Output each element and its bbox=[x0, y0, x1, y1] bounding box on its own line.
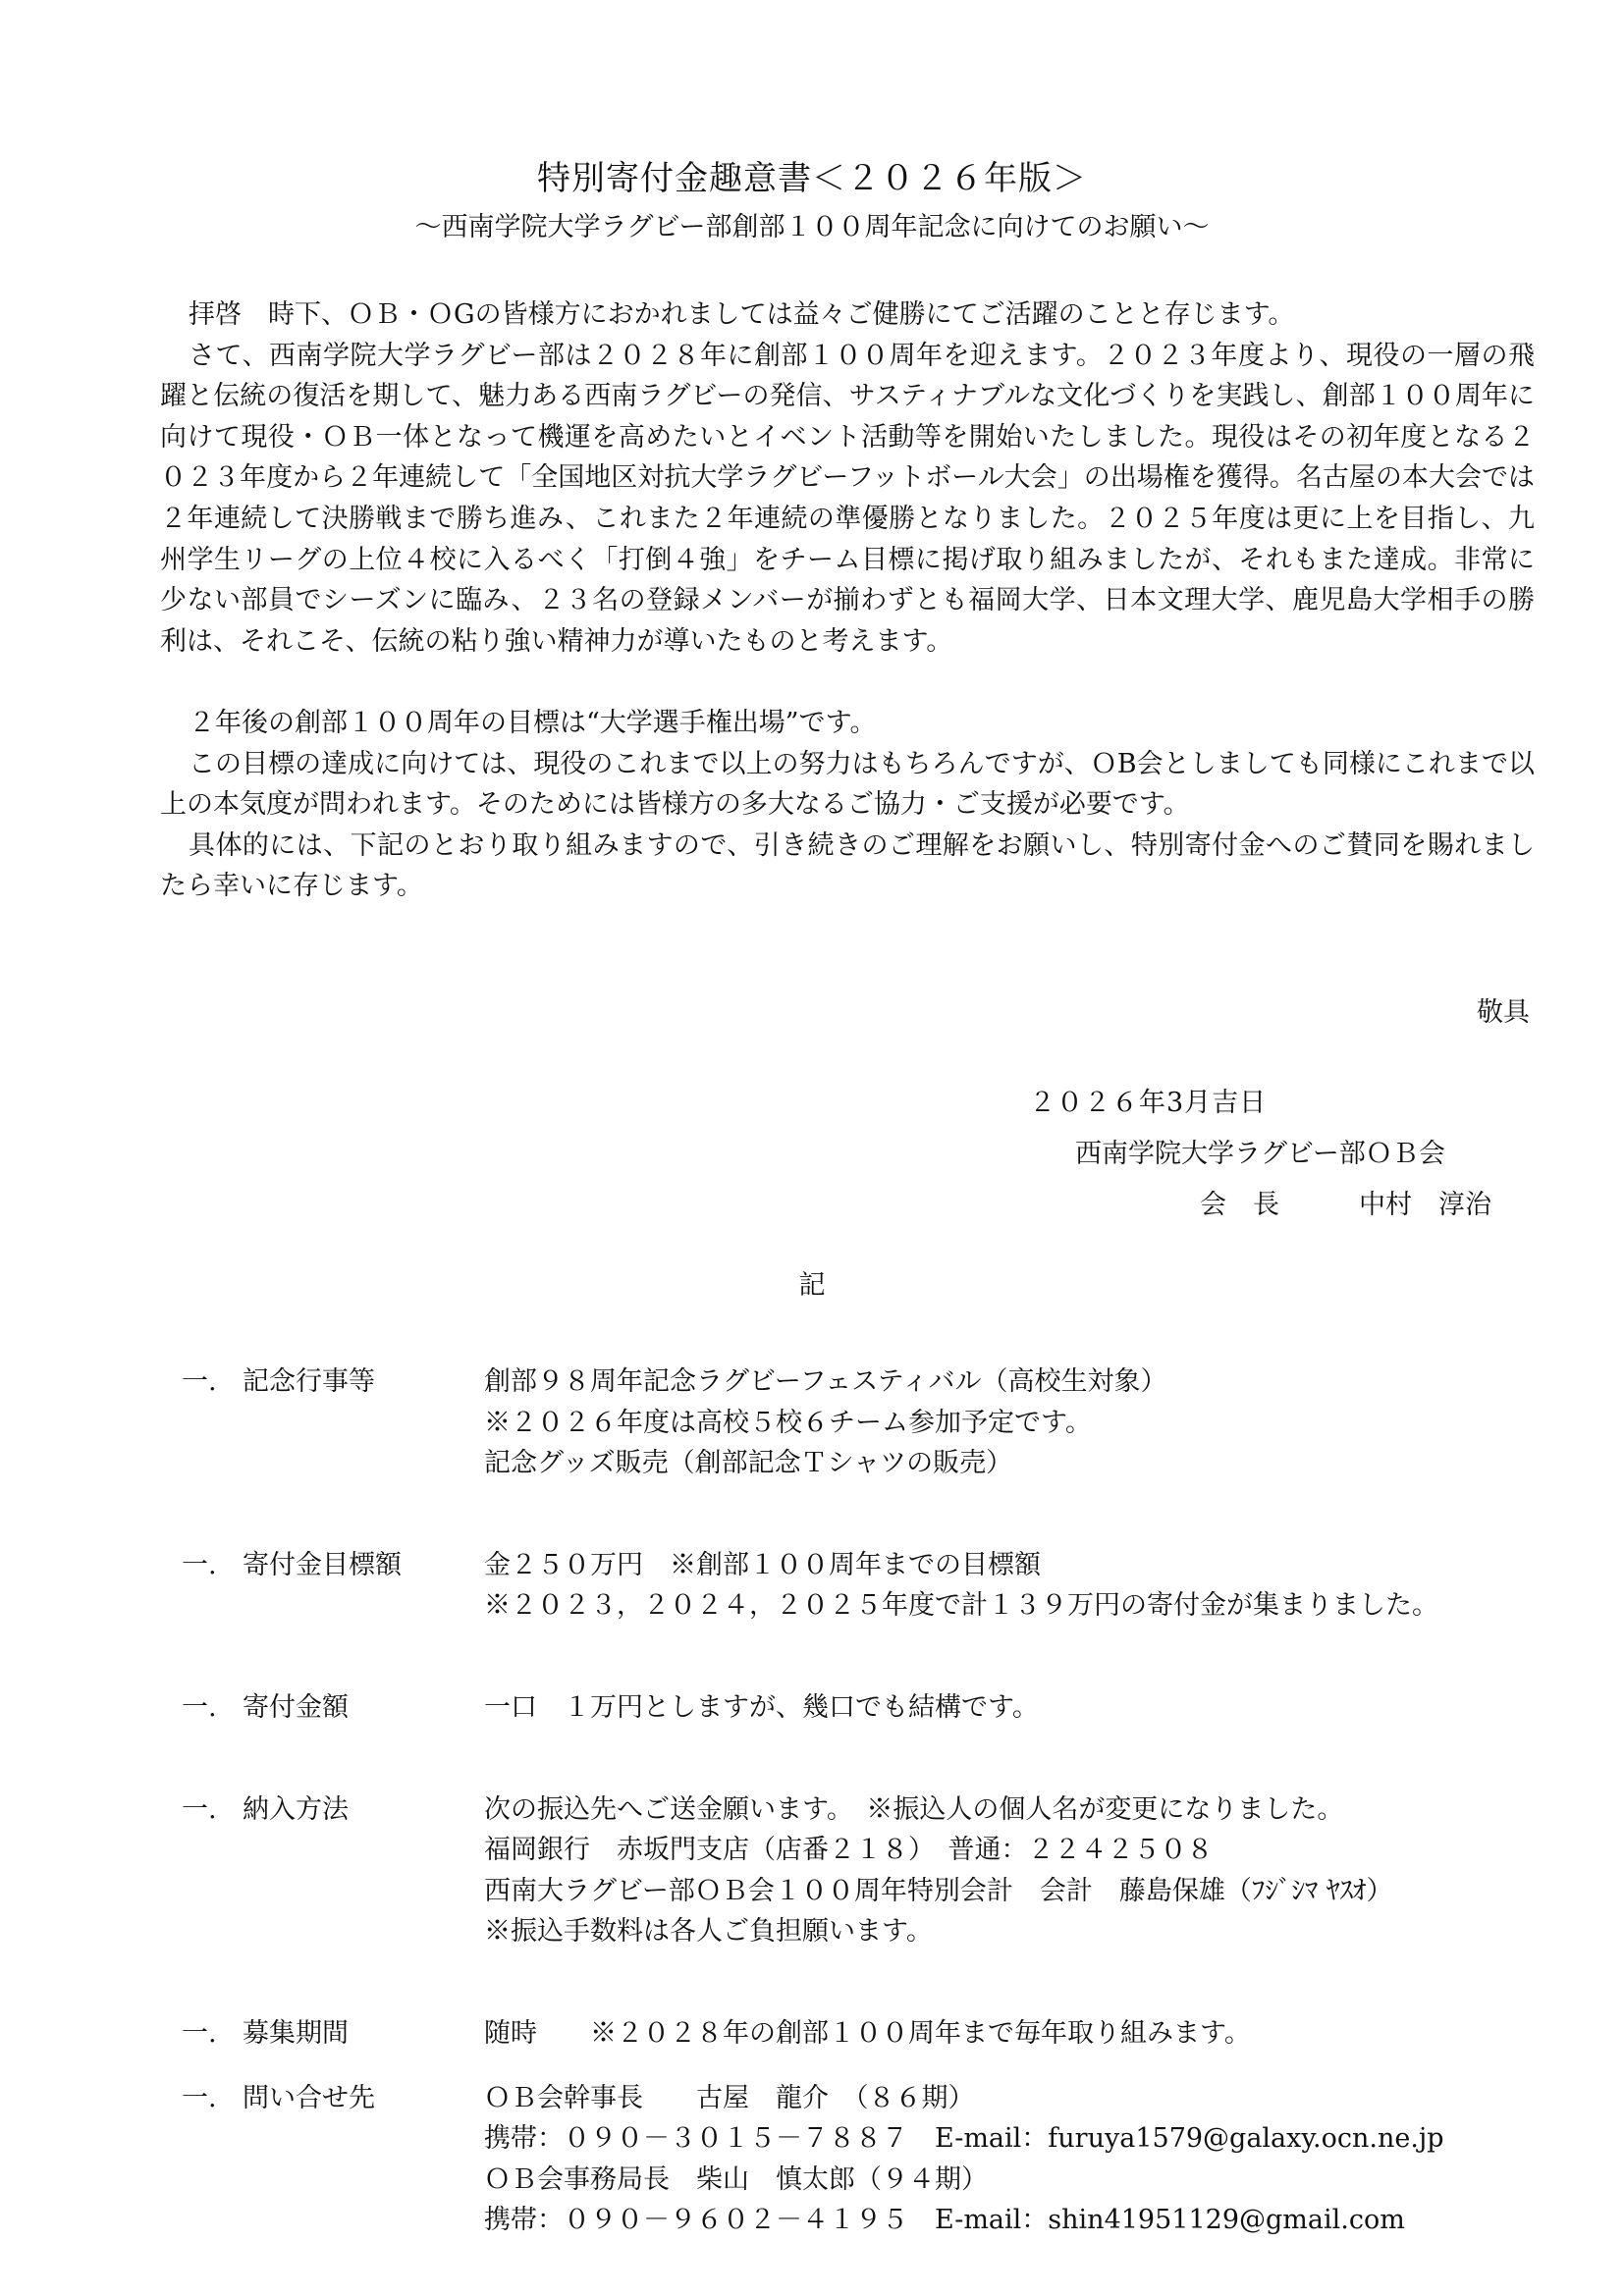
bank-account-line: 福岡銀行 赤坂門支店（店番２１８） 普通：２２４２５０８ bbox=[484, 1835, 1214, 1866]
item-line: ※２０２３，２０２４，２０２５年度で計１３９万円の寄付金が集まりました。 bbox=[484, 1590, 1438, 1622]
document-subtitle: ～西南学院大学ラグビー部創部１００周年記念に向けてのお願い～ bbox=[414, 212, 1210, 242]
item-label: 寄付金額 bbox=[243, 1691, 349, 1723]
goal-paragraph: ２年後の創部１００周年の目標は“大学選手権出場”です。 bbox=[189, 707, 877, 738]
item-bullet: 一. bbox=[182, 1366, 217, 1397]
detail-item-target-amount bbox=[182, 1545, 1576, 1627]
detail-item-payment-method bbox=[182, 1789, 1576, 1952]
contact-name-line: ＯＢ会事務局長 柴山 慎太郎（９４期） bbox=[484, 2163, 988, 2195]
item-line: 創部９８周年記念ラグビーフェスティバル（高校生対象） bbox=[484, 1366, 1167, 1397]
item-bullet: 一. bbox=[182, 1793, 217, 1825]
item-values bbox=[484, 1362, 1576, 1484]
document-title: 特別寄付金趣意書＜２０２６年版＞ bbox=[537, 159, 1087, 198]
item-line: 記念グッズ販売（創部記念Ｔシャツの販売） bbox=[484, 1448, 1013, 1479]
detail-item-events bbox=[182, 1362, 1576, 1484]
item-label: 問い合せ先 bbox=[243, 2082, 375, 2113]
ki-heading: 記 bbox=[798, 1270, 826, 1301]
item-spacer bbox=[182, 1729, 1576, 1789]
greeting-paragraph: 拝啓 時下、ＯＢ・ＯGの皆様方におかれましては益々ご健勝にてご活躍のことと存じます。 bbox=[189, 299, 1295, 330]
item-values bbox=[484, 2078, 1576, 2241]
item-spacer bbox=[182, 1484, 1576, 1545]
item-spacer bbox=[182, 2055, 1576, 2078]
item-label: 記念行事等 bbox=[243, 1366, 375, 1397]
detail-item-donation-unit bbox=[182, 1687, 1576, 1729]
signature-name: 会 長 中村 淳治 bbox=[1200, 1190, 1491, 1220]
item-spacer bbox=[182, 1627, 1576, 1687]
item-spacer bbox=[182, 1952, 1576, 2013]
item-values bbox=[484, 1545, 1576, 1627]
signature-organization: 西南学院大学ラグビー部ＯＢ会 bbox=[1075, 1139, 1445, 1169]
item-line: ※振込手数料は各人ご負担願います。 bbox=[484, 1916, 933, 1948]
item-line: ※２０２６年度は高校５校６チーム参加予定です。 bbox=[484, 1407, 1092, 1438]
support-paragraph: この目標の達成に向けては、現役のこれまで以上の努力はもちろんですが、ＯB会としましても同様にこれまで以上の本気度が問われます。そのためには皆様方の多大なるご協力・ご支援が必要です。 bbox=[160, 748, 1535, 821]
item-values bbox=[484, 2013, 1576, 2055]
signature-date: ２０２６年3月吉日 bbox=[1029, 1088, 1268, 1118]
item-bullet: 一. bbox=[182, 2082, 217, 2113]
item-values bbox=[484, 1687, 1576, 1729]
item-label: 募集期間 bbox=[243, 2017, 349, 2049]
request-paragraph: 具体的には、下記のとおり取り組みますので、引き続きのご理解をお願いし、特別寄付金へのご賛同を賜れましたら幸いに存じます。 bbox=[160, 829, 1535, 902]
item-values bbox=[484, 1789, 1576, 1952]
contact-phone-email-line[interactable]: 携帯：０９０－９６０２－４１９５ E-mail：shin41951129@gmail.com bbox=[484, 2205, 1405, 2236]
letter-body bbox=[160, 294, 1535, 907]
item-line: 随時 ※２０２８年の創部１００周年まで毎年取り組みます。 bbox=[484, 2017, 1251, 2049]
detail-item-period bbox=[182, 2013, 1576, 2055]
details-list bbox=[182, 1362, 1576, 2241]
account-holder-line: 西南大ラグビー部ＯＢ会１００周年特別会計 会計 藤島保雄（ﾌｼﾞｼﾏ ﾔｽｵ） bbox=[484, 1875, 1393, 1906]
item-line: 次の振込先へご送金願います。 ※振込人の個人名が変更になりました。 bbox=[484, 1793, 1344, 1825]
item-bullet: 一. bbox=[182, 1549, 217, 1580]
contact-name-line: ＯＢ会幹事長 古屋 龍介 （８６期） bbox=[484, 2082, 975, 2113]
item-label: 納入方法 bbox=[243, 1793, 349, 1825]
paragraph-spacer bbox=[160, 662, 1535, 703]
closing-word: 敬具 bbox=[1477, 997, 1530, 1028]
contact-phone-email-line[interactable]: 携帯：０９０－３０１５－７８８７ E-mail：furuya1579@galaxy.ocn.ne.jp bbox=[484, 2123, 1444, 2155]
item-line: 金２５０万円 ※創部１００周年までの目標額 bbox=[484, 1549, 1041, 1580]
item-bullet: 一. bbox=[182, 1691, 217, 1723]
item-bullet: 一. bbox=[182, 2017, 217, 2049]
background-paragraph: さて、西南学院大学ラグビー部は２０２８年に創部１００周年を迎えます。２０２３年度より、現役の一層の飛躍と伝統の復活を期して、魅力ある西南ラグビーの発信、サスティナブルな文化づくりを実践し、創部１００周年に向けて現役・ＯＢ一体となって機運を高めたいとイベント活動等を開始いたしました。現役はその初年度となる２０２３年度から２年連続して「全国地区対抗大学ラグビーフットボール大会」の出場権を獲得。名古屋の本大会では２年連続して決勝戦まで勝ち進み、これまた２年連続の準優勝となりました。２０２５年度は更に上を目指し、九州学生リーグの上位４校に入るべく「打倒４強」をチーム目標に掲げ取り組みましたが、それもまた達成。非常に少ない部員でシーズンに臨み、２３名の登録メンバーが揃わずとも福岡大学、日本文理大学、鹿児島大学相手の勝利は、それこそ、伝統の粘り強い精神力が導いたものと考えます。 bbox=[160, 340, 1535, 657]
detail-item-contact bbox=[182, 2078, 1576, 2241]
item-label: 寄付金目標額 bbox=[243, 1549, 402, 1580]
item-line: 一口 １万円としますが、幾口でも結構です。 bbox=[484, 1691, 1039, 1723]
